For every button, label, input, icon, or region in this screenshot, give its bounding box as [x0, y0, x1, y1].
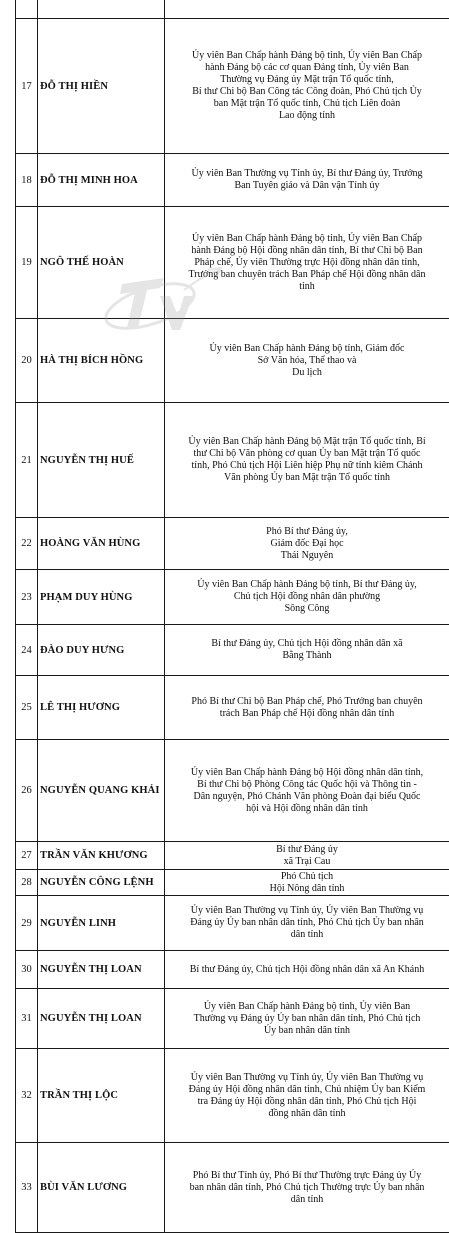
- delegate-name: NGUYỄN THỊ HUẾ: [38, 403, 165, 518]
- row-number: 22: [16, 518, 38, 570]
- position-line: thư Chi bộ Văn phòng cơ quan Ủy ban Mặt trận Tổ quốc: [167, 448, 447, 460]
- delegate-position: [165, 207, 449, 319]
- delegate-position: [165, 951, 449, 989]
- delegate-position: [165, 154, 449, 207]
- position-line: Bí thư Đảng ủy: [167, 844, 447, 856]
- delegate-name: ĐỖ THỊ HIỀN: [38, 19, 165, 154]
- delegate-name: TRẦN THỊ LỘC: [38, 1049, 165, 1143]
- table-row: [16, 570, 449, 625]
- row-number: 33: [16, 1143, 38, 1233]
- table-row: [16, 19, 449, 154]
- table-row: [16, 1143, 449, 1233]
- delegate-position: [165, 870, 449, 896]
- row-number: 25: [16, 676, 38, 740]
- delegate-position: [165, 19, 449, 154]
- delegate-name: ĐÀO DUY HƯNG: [38, 625, 165, 676]
- position-line: dân tỉnh: [167, 929, 447, 941]
- delegate-name: NGUYỄN THỊ LOAN: [38, 989, 165, 1049]
- row-number: 27: [16, 842, 38, 870]
- row-number: 30: [16, 951, 38, 989]
- position-line: Thường vụ Đảng ủy Mặt trận Tổ quốc tỉnh,: [167, 74, 447, 86]
- table-row: [16, 1049, 449, 1143]
- delegate-position: [165, 896, 449, 951]
- table-row: [16, 989, 449, 1049]
- delegate-position: [165, 842, 449, 870]
- position-line: Sông Công: [167, 603, 447, 615]
- delegate-position: [165, 319, 449, 403]
- position-line: hành Đảng bộ các cơ quan Đảng tỉnh, Ủy viên Ban: [167, 62, 447, 74]
- position-line: Phó Bí thư Tỉnh ủy, Phó Bí thư Thường trực Đảng ủy Ủy: [167, 1170, 447, 1182]
- position-line: Văn phòng Ủy ban Mặt trận Tổ quốc tỉnh: [167, 472, 447, 484]
- row-number: 19: [16, 207, 38, 319]
- position-line: trách Ban Pháp chế Hội đồng nhân dân tỉnh: [167, 708, 447, 720]
- position-line: Phó Bí thư Đảng ủy,: [167, 526, 447, 538]
- position-line: Trưởng ban chuyên trách Ban Pháp chế Hội đồng nhân dân: [167, 269, 447, 281]
- position-line: Ban Tuyên giáo và Dân vận Tỉnh ủy: [167, 180, 447, 192]
- position-line: ban nhân dân tỉnh, Phó Chủ tịch Thường trực Ủy ban nhân: [167, 1182, 447, 1194]
- delegate-position: [165, 518, 449, 570]
- table-row: [16, 207, 449, 319]
- delegate-position: [165, 625, 449, 676]
- position-line: Chủ tịch Hội đồng nhân dân phường: [167, 591, 447, 603]
- table-row: [16, 951, 449, 989]
- position-line: xã Trại Cau: [167, 856, 447, 868]
- position-line: Lao động tỉnh: [167, 110, 447, 122]
- position-line: Ủy viên Ban Chấp hành Đảng bộ tỉnh, Bí thư Đảng ủy,: [167, 579, 447, 591]
- position-line: Ủy ban nhân dân tỉnh: [167, 1025, 447, 1037]
- position-line: Ủy viên Ban Chấp hành Đảng bộ Hội đồng nhân dân tỉnh,: [167, 767, 447, 779]
- position-line: tra Đảng ủy Hội đồng nhân dân tỉnh, Phó Chủ tịch Hội: [167, 1096, 447, 1108]
- table-row: [16, 0, 449, 19]
- table-row: [16, 625, 449, 676]
- delegate-position: [165, 989, 449, 1049]
- delegate-position: [165, 0, 449, 19]
- position-line: Đảng ủy Hội đồng nhân dân tỉnh, Chủ nhiệm Ủy ban Kiểm: [167, 1084, 447, 1096]
- position-line: Sở Văn hóa, Thể thao và: [167, 355, 447, 367]
- position-line: Bí thư Chi bộ Ban Công tác Công đoàn, Phó Chủ tịch Ủy: [167, 86, 447, 98]
- position-line: Giám đốc Đại học: [167, 538, 447, 550]
- row-number: 32: [16, 1049, 38, 1143]
- position-line: tỉnh, Phó Chủ tịch Hội Liên hiệp Phụ nữ tỉnh kiêm Chánh: [167, 460, 447, 472]
- position-line: Dân nguyện, Phó Chánh Văn phòng Đoàn đại biểu Quốc: [167, 791, 447, 803]
- table-row: [16, 518, 449, 570]
- position-line: Ủy viên Ban Chấp hành Đảng bộ tỉnh, Ủy viên Ban: [167, 1001, 447, 1013]
- row-number: 23: [16, 570, 38, 625]
- table-row: [16, 896, 449, 951]
- delegate-name: NGUYỄN QUANG KHẢI: [38, 740, 165, 842]
- delegate-name: BÙI VĂN LƯƠNG: [38, 1143, 165, 1233]
- delegate-name: NGUYỄN LINH: [38, 896, 165, 951]
- position-line: hội và Hội đồng nhân dân tỉnh: [167, 803, 447, 815]
- row-number: [16, 0, 38, 19]
- row-number: 21: [16, 403, 38, 518]
- position-line: Bí thư Đảng ủy, Chủ tịch Hội đồng nhân dân xã An Khánh: [167, 964, 447, 976]
- row-number: 17: [16, 19, 38, 154]
- position-line: ban Mặt trận Tổ quốc tỉnh, Chủ tịch Liên đoàn: [167, 98, 447, 110]
- position-line: tỉnh: [167, 281, 447, 293]
- table-row: [16, 154, 449, 207]
- delegate-position: [165, 570, 449, 625]
- position-line: Ủy viên Ban Chấp hành Đảng bộ Mặt trận Tổ quốc tỉnh, Bí: [167, 436, 447, 448]
- row-number: 26: [16, 740, 38, 842]
- row-number: 28: [16, 870, 38, 896]
- table-row: [16, 319, 449, 403]
- position-line: Bằng Thành: [167, 650, 447, 662]
- delegate-name: NGUYỄN CÔNG LỆNH: [38, 870, 165, 896]
- position-line: Hội Nông dân tỉnh: [167, 883, 447, 895]
- position-line: Ủy viên Ban Thường vụ Tỉnh ủy, Ủy viên Ban Thường vụ: [167, 905, 447, 917]
- row-number: 18: [16, 154, 38, 207]
- delegate-position: [165, 403, 449, 518]
- position-line: Đảng ủy Ủy ban nhân dân tỉnh, Phó Chủ tịch Ủy ban nhân: [167, 917, 447, 929]
- position-line: Ủy viên Ban Chấp hành Đảng bộ tỉnh, Ủy viên Ban Chấp: [167, 233, 447, 245]
- delegate-position: [165, 676, 449, 740]
- position-line: Pháp chế, Ủy viên Thường trực Hội đồng nhân dân tỉnh,: [167, 257, 447, 269]
- position-line: Ủy viên Ban Chấp hành Đảng bộ tỉnh, Ủy viên Ban Chấp: [167, 50, 447, 62]
- delegate-name: PHẠM DUY HÙNG: [38, 570, 165, 625]
- position-line: Du lịch: [167, 367, 447, 379]
- position-line: Phó Bí thư Chi bộ Ban Pháp chế, Phó Trưởng ban chuyên: [167, 696, 447, 708]
- delegate-name: HÀ THỊ BÍCH HỒNG: [38, 319, 165, 403]
- row-number: 20: [16, 319, 38, 403]
- delegate-name: HOÀNG VĂN HÙNG: [38, 518, 165, 570]
- delegate-name: TRẦN VĂN KHƯƠNG: [38, 842, 165, 870]
- table-row: [16, 740, 449, 842]
- table-row: [16, 870, 449, 896]
- table-row: [16, 403, 449, 518]
- position-line: Bí thư Đảng ủy, Chủ tịch Hội đồng nhân dân xã: [167, 638, 447, 650]
- position-line: Ủy viên Ban Chấp hành Đảng bộ tỉnh, Giám đốc: [167, 343, 447, 355]
- delegate-name: NGUYỄN THỊ LOAN: [38, 951, 165, 989]
- delegate-name: LÊ THỊ HƯƠNG: [38, 676, 165, 740]
- position-line: Ủy viên Ban Thường vụ Tỉnh ủy, Ủy viên Ban Thường vụ: [167, 1072, 447, 1084]
- position-line: đồng nhân dân tỉnh: [167, 1108, 447, 1120]
- delegate-position: [165, 1143, 449, 1233]
- table-row: [16, 676, 449, 740]
- position-line: Thường vụ Đảng ủy Ủy ban nhân dân tỉnh, Phó Chủ tịch: [167, 1013, 447, 1025]
- delegate-position: [165, 1049, 449, 1143]
- position-line: Phó Chủ tịch: [167, 871, 447, 883]
- delegate-table-body: [16, 0, 449, 1233]
- position-line: hành Đảng bộ Hội đồng nhân dân tỉnh, Bí thư Chi bộ Ban: [167, 245, 447, 257]
- delegate-position: [165, 740, 449, 842]
- position-line: Thái Nguyên: [167, 550, 447, 562]
- row-number: 24: [16, 625, 38, 676]
- position-line: Ủy viên Ban Thường vụ Tỉnh ủy, Bí thư Đảng ủy, Trưởng: [167, 168, 447, 180]
- position-line: dân tỉnh: [167, 1194, 447, 1206]
- row-number: 29: [16, 896, 38, 951]
- delegate-name: ĐỖ THỊ MINH HOA: [38, 154, 165, 207]
- table-row: [16, 842, 449, 870]
- delegate-name: [38, 0, 165, 19]
- delegate-table: [15, 0, 449, 1233]
- delegate-name: NGÔ THẾ HOÀN: [38, 207, 165, 319]
- row-number: 31: [16, 989, 38, 1049]
- position-line: Bí thư Chi bộ Phòng Công tác Quốc hội và Thông tin -: [167, 779, 447, 791]
